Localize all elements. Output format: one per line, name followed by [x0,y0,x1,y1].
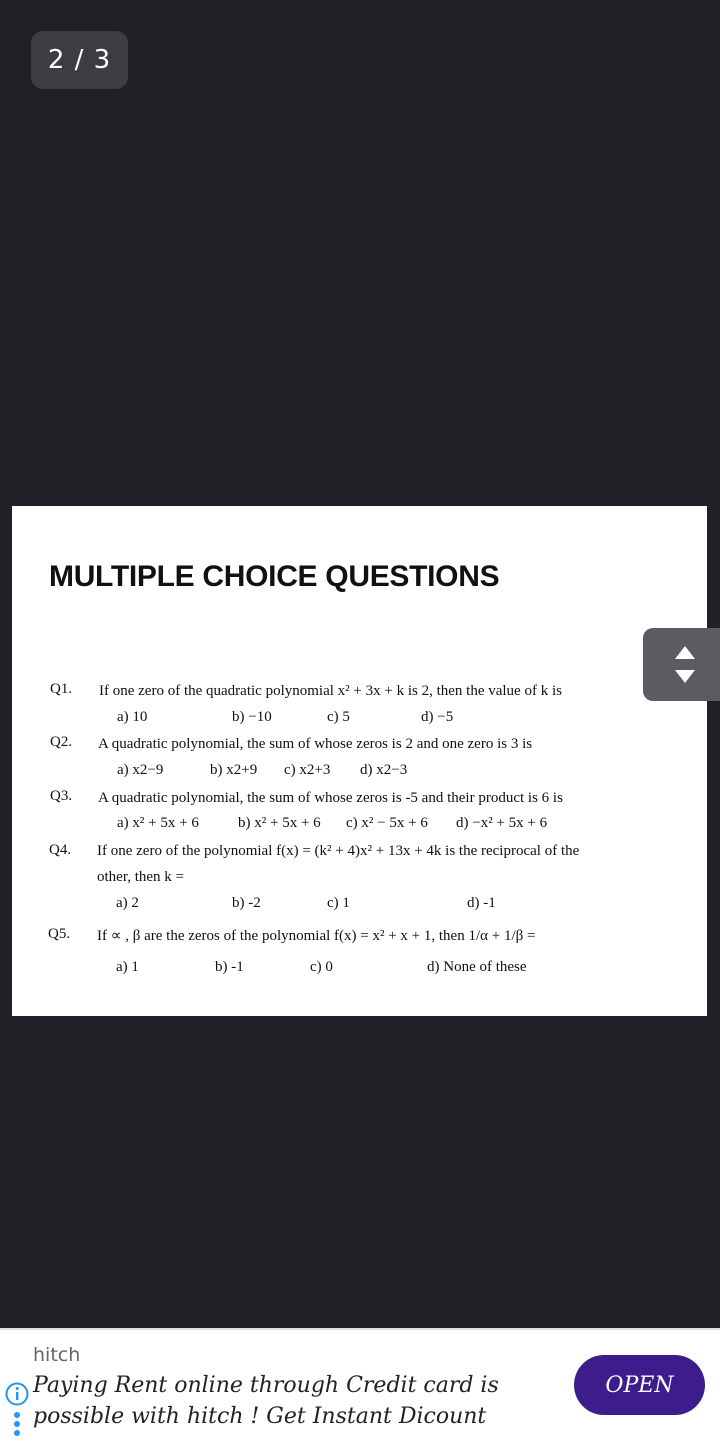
option-d: d) −x² + 5x + 6 [456,815,548,831]
question-text: If ∝ , β are the zeros of the polynomial f(x) = x² + x + 1, then 1/α + 1/β = [97,928,536,944]
question-number: Q5. [48,926,71,942]
fast-scroll-handle[interactable] [643,628,720,701]
option-d: d) −5 [421,709,454,725]
option-a: a) 2 [116,895,139,911]
option-c: c) x2+3 [284,762,331,778]
ad-banner[interactable] [0,1328,720,1440]
question-text: A quadratic polynomial, the sum of whose zeros is -5 and their product is 6 is [98,790,563,806]
question-text: A quadratic polynomial, the sum of whose zeros is 2 and one zero is 3 is [98,736,533,752]
option-c: c) 5 [327,709,350,725]
page-title: MULTIPLE CHOICE QUESTIONS [49,560,500,593]
open-button[interactable]: OPEN [574,1355,705,1415]
page-counter: 2 / 3 [31,31,128,89]
option-b: b) x² + 5x + 6 [238,815,321,831]
option-d: d) None of these [427,959,527,975]
option-a: a) 1 [116,959,139,975]
ad-brand: hitch [33,1344,81,1366]
option-b: b) -1 [215,959,244,975]
up-down-arrows-icon [643,628,720,701]
option-c: c) x² − 5x + 6 [346,815,428,831]
document-page [12,506,707,1016]
question-number: Q1. [50,681,73,697]
question-number: Q2. [50,734,73,750]
question-text-continued: other, then k = [97,869,185,885]
option-c: c) 0 [310,959,333,975]
info-icon[interactable] [5,1382,29,1406]
option-a: a) x2−9 [117,762,164,778]
option-a: a) x² + 5x + 6 [117,815,199,831]
option-c: c) 1 [327,895,350,911]
option-d: d) -1 [467,895,496,911]
option-b: b) −10 [232,709,272,725]
ad-text[interactable]: Paying Rent online through Credit card is possible with hitch ! Get Instant Dicount [33,1373,499,1429]
option-b: b) x2+9 [210,762,258,778]
option-d: d) x2−3 [360,762,408,778]
more-vertical-icon[interactable] [12,1411,22,1437]
question-number: Q3. [50,788,73,804]
option-a: a) 10 [117,709,148,725]
option-b: b) -2 [232,895,261,911]
question-text: If one zero of the quadratic polynomial x² + 3x + k is 2, then the value of k is [99,683,562,699]
question-text: If one zero of the polynomial f(x) = (k² + 4)x² + 13x + 4k is the reciprocal of the [97,843,580,859]
question-number: Q4. [49,842,72,858]
